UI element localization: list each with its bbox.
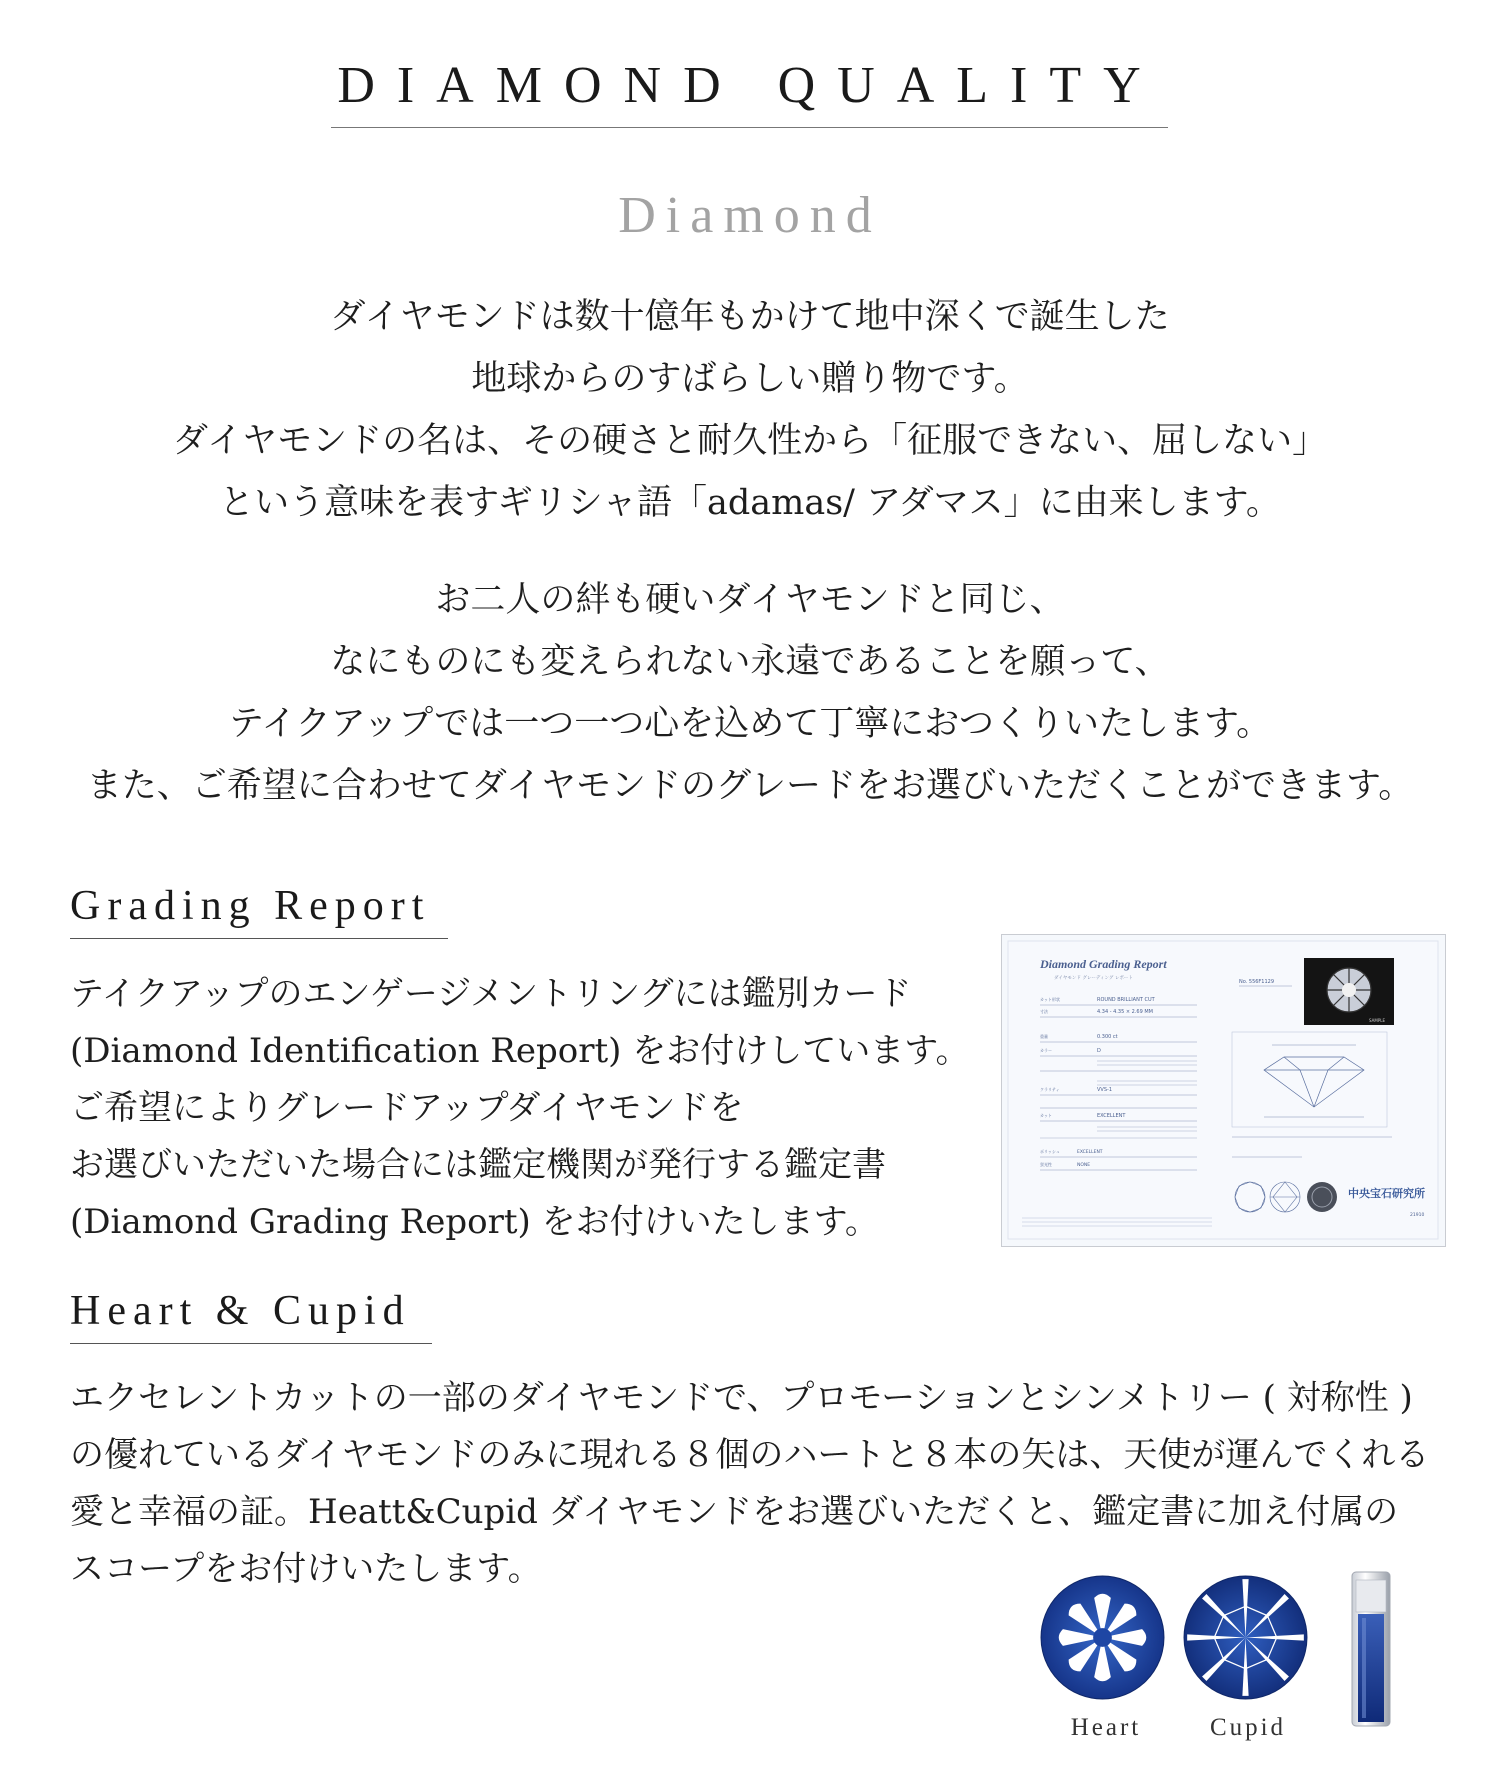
intro-line: 地球からのすばらしい贈り物です。 <box>471 359 1029 399</box>
intro-paragraph-2 <box>0 569 1500 817</box>
title-divider <box>331 127 1168 128</box>
cert-row-value: 0.300 ct <box>1097 1034 1118 1040</box>
text-line: テイクアップのエンゲージメントリングには鑑別カード <box>70 974 912 1014</box>
cert-row-label: ポリッシュ <box>1040 1149 1060 1154</box>
intro-line: ダイヤモンドは数十億年もかけて地中深くで誕生した <box>330 297 1170 337</box>
text-line: エクセレントカットの一部のダイヤモンドで、プロモーションとシンメトリー ( 対称性 ) <box>70 1378 1413 1418</box>
cert-row-label: 寸法 <box>1040 1009 1048 1014</box>
grading-report-text <box>70 966 970 1251</box>
page-subtitle: Diamond <box>618 187 882 244</box>
cert-row-value: NONE <box>1077 1163 1091 1168</box>
certificate-number: No. 556F1129 <box>1239 979 1275 985</box>
certificate-subtitle: ダイヤモンド グレーディング レポート <box>1054 976 1133 981</box>
cupid-diamond-icon <box>1183 1575 1308 1704</box>
intro-line: なにものにも変えられない永遠であることを願って、 <box>330 642 1170 682</box>
cert-row-label: カラー <box>1040 1048 1052 1053</box>
text-line: の優れているダイヤモンドのみに現れる８個のハートと８本の矢は、天使が運んでくれる <box>70 1435 1430 1475</box>
intro-line: テイクアップでは一つ一つ心を込めて丁寧におつくりいたします。 <box>228 704 1272 744</box>
cert-row-value: 4.34 - 4.35 × 2.69 MM <box>1097 1009 1153 1015</box>
certificate-graphic <box>1002 935 1444 1245</box>
text-line: ご希望によりグレードアップダイヤモンドを <box>70 1088 744 1128</box>
page-title: DIAMOND QUALITY <box>337 57 1163 114</box>
grading-report-heading: Grading Report <box>70 882 448 939</box>
cert-row-value: VVS-1 <box>1097 1087 1112 1093</box>
grading-report-certificate <box>1001 934 1446 1247</box>
text-line: 愛と幸福の証。Heatt&Cupid ダイヤモンドをお選びいただくと、鑑定書に加え付属の <box>70 1492 1399 1532</box>
heart-cupid-text <box>70 1370 1429 1598</box>
certificate-footer-number: 21910 <box>1410 1213 1425 1218</box>
cert-row-value: EXCELLENT <box>1097 1113 1126 1119</box>
intro-paragraph-1 <box>0 286 1500 534</box>
heart-diamond-icon <box>1040 1575 1165 1704</box>
cert-row-value: EXCELLENT <box>1077 1150 1103 1155</box>
heart-caption: Heart <box>1070 1714 1142 1741</box>
intro-line: また、ご希望に合わせてダイヤモンドのグレードをお選びいただくことができます。 <box>86 766 1414 806</box>
text-line: (Diamond Identification Report) をお付けしています。 <box>70 1031 970 1071</box>
intro-line: ダイヤモンドの名は、その硬さと耐久性から「征服できない、屈しない」 <box>172 421 1328 461</box>
intro-line: お二人の絆も硬いダイヤモンドと同じ、 <box>435 580 1065 620</box>
cert-row-label: 蛍光性 <box>1040 1162 1052 1167</box>
cert-row-label: クラリティ <box>1040 1087 1060 1092</box>
text-line: お選びいただいた場合には鑑定機関が発行する鑑定書 <box>70 1145 886 1185</box>
sample-label: SAMPLE <box>1369 1018 1385 1023</box>
text-line: スコープをお付けいたします。 <box>70 1549 542 1589</box>
text-line: (Diamond Grading Report) をお付けいたします。 <box>70 1202 879 1242</box>
certificate-issuer: 中央宝石研究所 <box>1348 1187 1425 1200</box>
cupid-caption: Cupid <box>1209 1714 1287 1741</box>
cert-row-value: ROUND BRILLIANT CUT <box>1097 997 1155 1003</box>
certificate-title: Diamond Grading Report <box>1040 957 1167 971</box>
cert-row-label: 重量 <box>1040 1034 1048 1039</box>
cert-row-label: カット形状 <box>1040 997 1060 1002</box>
heart-cupid-heading: Heart & Cupid <box>70 1287 432 1344</box>
scope-viewer-icon <box>1346 1570 1396 1734</box>
intro-line: という意味を表すギリシャ語「adamas/ アダマス」に由来します。 <box>219 483 1281 523</box>
cert-row-value: D <box>1097 1048 1101 1054</box>
cert-row-label: カット <box>1040 1113 1052 1118</box>
